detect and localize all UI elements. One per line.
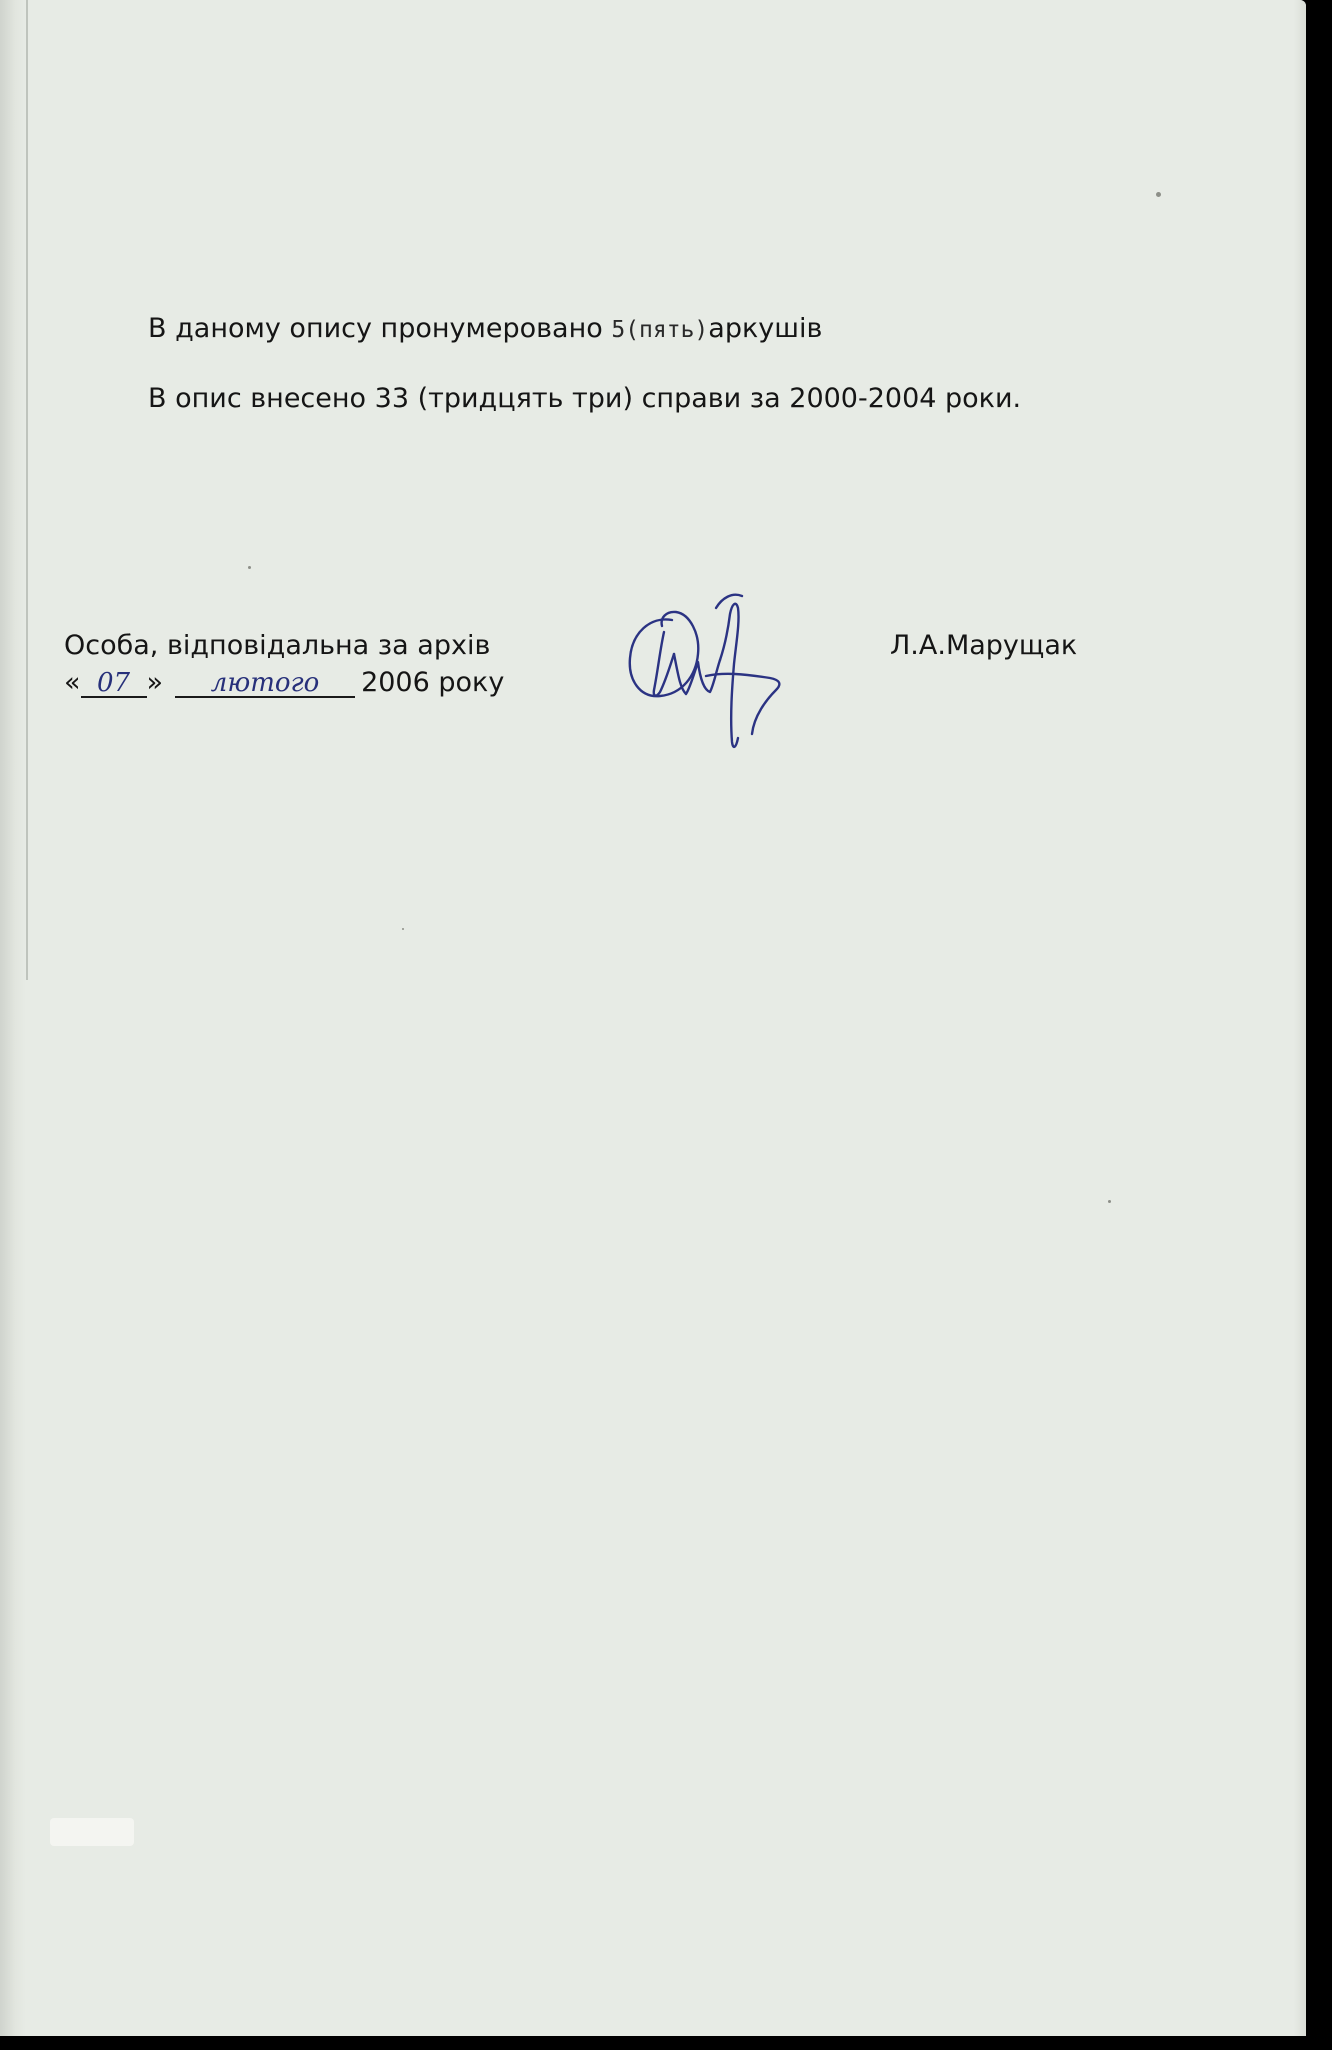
paper-speck (1108, 1200, 1111, 1203)
signature-strokes (630, 595, 780, 747)
date-month-handwritten: лютого (210, 668, 320, 698)
paper-speck (248, 566, 251, 569)
binding-fold-line (26, 0, 28, 980)
page-right-edge (1294, 0, 1306, 2036)
files-count-line: В опис внесено 33 (тридцять три) справи за 2000-2004 роки. (148, 383, 1022, 414)
date-day-blank (81, 669, 147, 698)
signatory-name: Л.А.Марущак (890, 630, 1078, 661)
numbered-sheets-text: В даному опису пронумеровано (148, 313, 612, 344)
numbered-sheets-line (148, 313, 822, 344)
date-line (64, 667, 504, 698)
responsible-person-label: Особа, відповідальна за архів (64, 630, 491, 661)
handwritten-signature (620, 578, 810, 753)
paper-blemish (50, 1818, 134, 1846)
date-day-handwritten: 07 (96, 668, 131, 698)
paper-speck (1156, 192, 1161, 197)
paper-speck (402, 928, 404, 930)
page-binding-edge (0, 0, 26, 2036)
date-month-blank (175, 669, 355, 698)
sheet-count-typed: 5(пять) (611, 317, 709, 343)
sheets-word: аркушів (708, 313, 823, 344)
date-open-quote: « (64, 667, 81, 698)
date-close-quote: » (146, 667, 164, 698)
date-year-text: 2006 року (361, 667, 505, 698)
